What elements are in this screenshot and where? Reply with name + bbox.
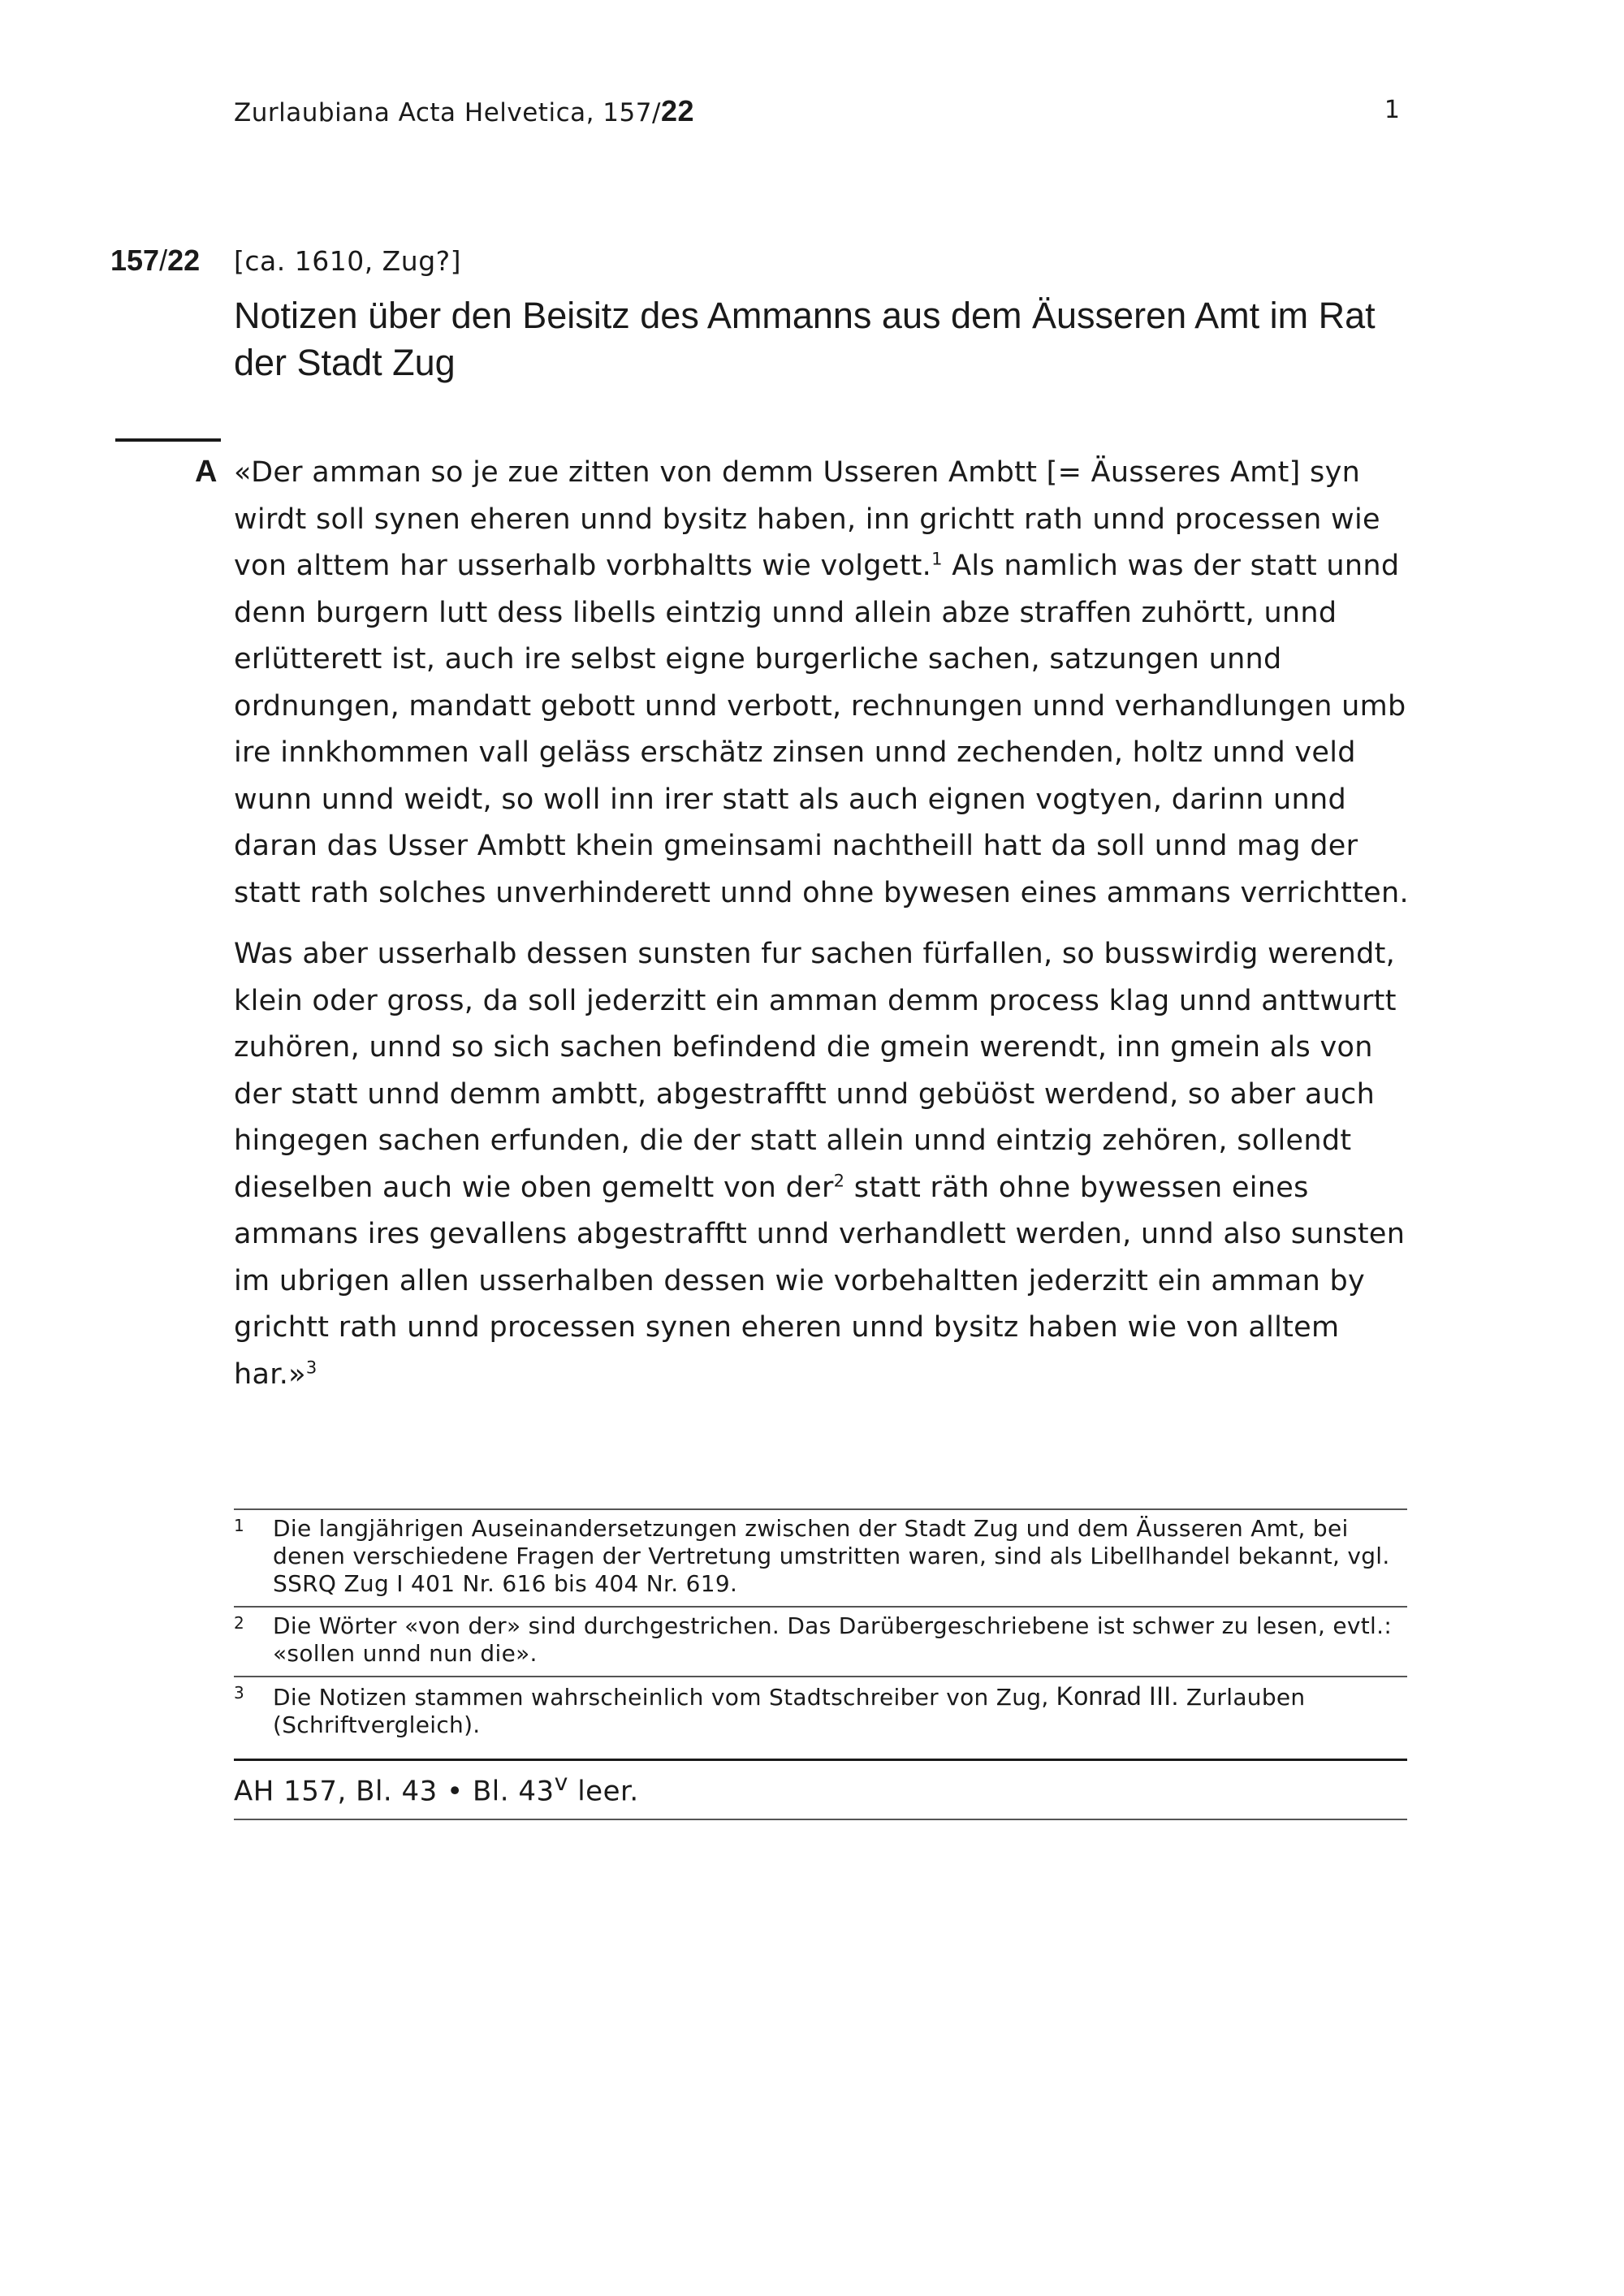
footnote-mark: 2	[234, 1613, 245, 1633]
body-text	[234, 450, 1411, 1413]
document-number	[110, 244, 200, 278]
footnote-text: Die Wörter «von der» sind durchgestrichen. Das Darübergeschriebene ist schwer zu lesen, evtl.: «sollen unnd nun die».	[273, 1612, 1393, 1667]
paragraph-1	[234, 450, 1411, 917]
footnote	[234, 1676, 1407, 1747]
footnotes	[234, 1508, 1407, 1747]
footnote-ref-2[interactable]: 2	[833, 1170, 845, 1190]
source-citation-tail: leer.	[568, 1775, 639, 1808]
paragraph-1-part-a: «Der amman so je zue zitten von demm Usseren Ambtt [= Äusseres Amt] syn wirdt soll synen eheren unnd bysitz haben, inn grichtt rath unnd processen wie von alttem har usserhalb vorbhaltts wie volgett.	[234, 456, 1380, 582]
footnote-text-part-b: Zurlauben (Schriftvergleich).	[273, 1684, 1306, 1738]
footnote-text	[273, 1681, 1306, 1738]
footnote-ref-1[interactable]: 1	[931, 549, 943, 569]
document-date: [ca. 1610, Zug?]	[234, 245, 462, 277]
source-citation-main: AH 157, Bl. 43 • Bl. 43	[234, 1775, 555, 1808]
source-citation-verso: v	[554, 1769, 568, 1796]
footnote-text-part-a: Die Notizen stammen wahrscheinlich vom Stadtschreiber von Zug,	[273, 1684, 1056, 1711]
footnote-mark: 3	[234, 1683, 245, 1703]
paragraph-2	[234, 931, 1411, 1398]
footnote-ref-3[interactable]: 3	[305, 1357, 317, 1377]
footnote	[234, 1508, 1407, 1606]
document-title: Notizen über den Beisitz des Ammanns aus dem Äusseren Amt im Rat der Stadt Zug	[234, 295, 1376, 383]
document-number-main: 157	[110, 244, 160, 277]
footnote	[234, 1606, 1407, 1676]
paragraph-2-part-b: statt räth ohne bywessen eines ammans ires gevallens abgestrafftt unnd verhandlett werden, unnd also sunsten im ubrigen allen usserhalben dessen wie vorbehaltten jederzitt ein amman by grichtt rath unnd processen synen eheren unnd bysitz haben wie von alltem har.»	[234, 1171, 1406, 1391]
running-header-suffix: 22	[660, 94, 694, 127]
footnote-person-name: Konrad III.	[1056, 1681, 1179, 1711]
paragraph-1-part-b: Als namlich was der statt unnd denn burgern lutt dess libells eintzig unnd allein abze straffen zuhörtt, unnd erlütterett ist, auch ire selbst eigne burgerliche sachen, satzungen unnd ordnungen, mandatt gebott unnd verbott, rechnungen unnd verhandlungen umb ire innkhommen vall geläss erschätz zinsen unnd zechenden, holtz unnd veld wunn unnd weidt, so woll inn irer statt als auch eignen vogtyen, darinn unnd daran das Usser Ambtt khein gmeinsami nachtheill hatt da soll unnd mag der statt rath solches unverhinderett unnd ohne bywesen eines ammans verrichtten.	[234, 550, 1409, 909]
section-divider	[115, 438, 221, 442]
running-header	[234, 94, 694, 128]
page-number: 1	[1384, 96, 1400, 124]
footnote-text: Die langjährigen Auseinandersetzungen zwischen der Stadt Zug und dem Äusseren Amt, bei denen verschiedene Fragen der Vertretung umstritten waren, sind als Libellhandel bekannt, vgl. SSRQ Zug I 401 Nr. 616 bis 404 Nr. 619.	[273, 1515, 1390, 1597]
running-header-series: Zurlaubiana Acta Helvetica, 157/	[234, 98, 661, 127]
document-number-sub: 22	[167, 244, 201, 277]
source-citation	[234, 1759, 1407, 1820]
section-letter: A	[195, 455, 218, 489]
footnote-mark: 1	[234, 1516, 245, 1535]
document-number-separator: /	[159, 244, 168, 277]
paragraph-2-part-a: Was aber usserhalb dessen sunsten fur sachen fürfallen, so busswirdig werendt, klein oder gross, da soll jederzitt ein amman demm process klag unnd anttwurtt zuhören, unnd so sich sachen befindend die gmein werendt, inn gmein als von der statt unnd demm ambtt, abgestrafftt unnd gebüöst werdend, so aber auch hingegen sachen erfunden, die der statt allein unnd eintzig zehören, sollendt dieselben auch wie oben gemeltt von der	[234, 938, 1397, 1204]
